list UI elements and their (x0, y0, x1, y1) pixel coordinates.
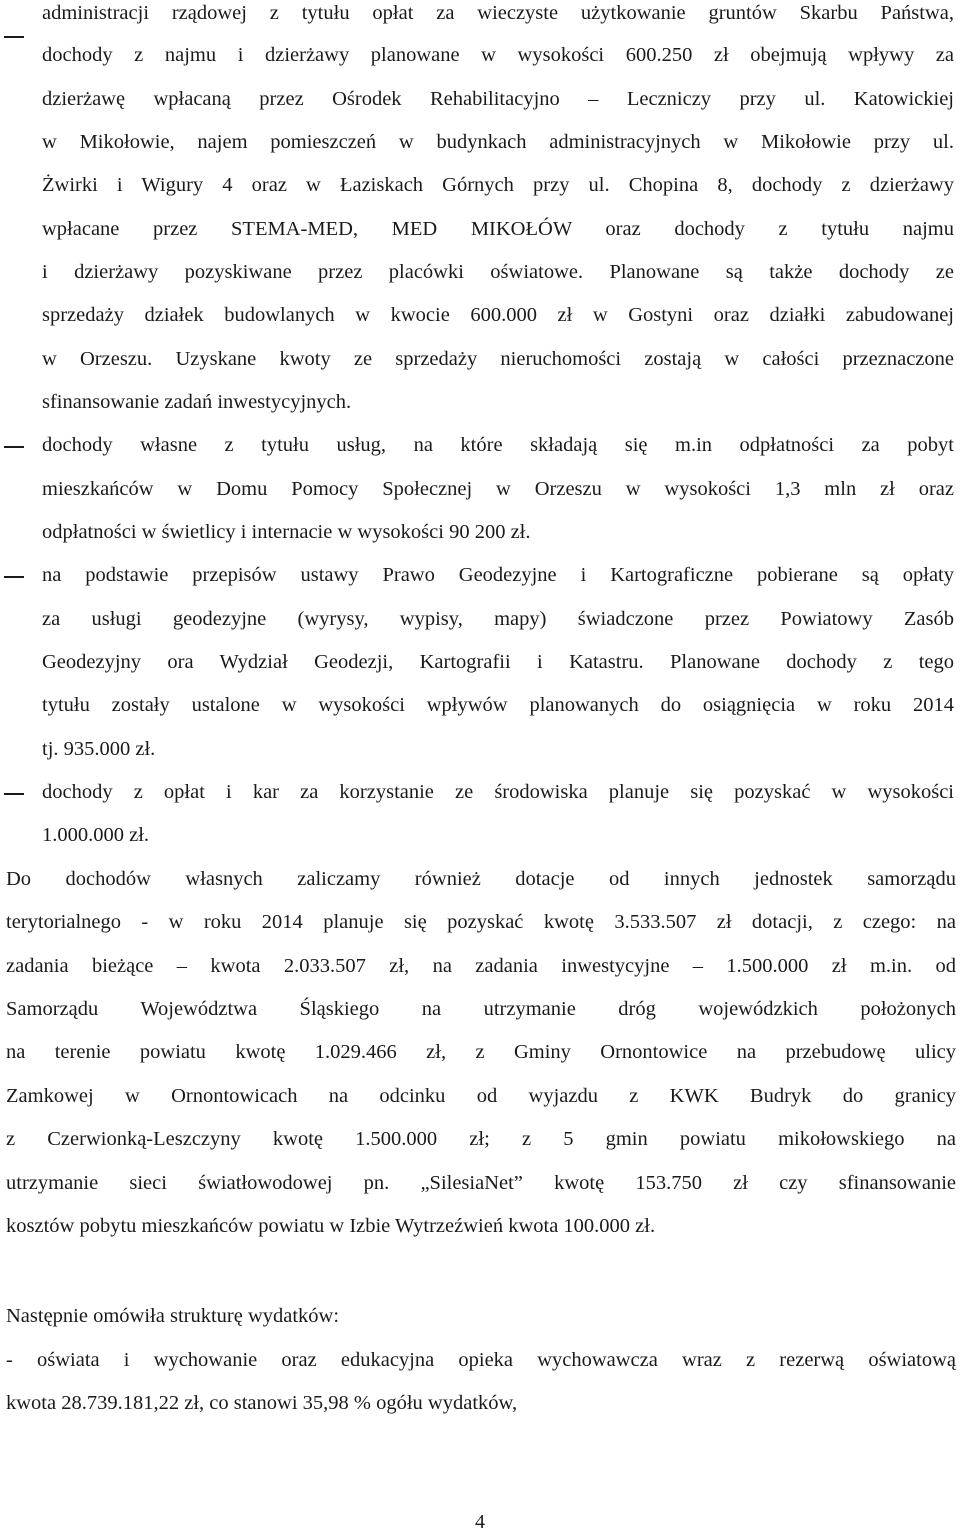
page-number: 4 (475, 1511, 485, 1533)
text-line: tj. 935.000 zł. (42, 738, 156, 760)
text-line: Samorządu Województwa Śląskiego na utrzymanie dróg wojewódzkich położonych (6, 998, 956, 1020)
text-line: - oświata i wychowanie oraz edukacyjna opieka wychowawcza wraz z rezerwą oświatową (6, 1349, 956, 1371)
text-line: terytorialnego - w roku 2014 planuje się pozyskać kwotę 3.533.507 zł dotacji, z czego: na (6, 911, 956, 933)
text-line: Żwirki i Wigury 4 oraz w Łaziskach Górnych przy ul. Chopina 8, dochody z dzierżawy (42, 174, 954, 196)
text-line: sprzedaży działek budowlanych w kwocie 600.000 zł w Gostyni oraz działki zabudowanej (42, 304, 954, 326)
text-line: tytułu zostały ustalone w wysokości wpływów planowanych do osiągnięcia w roku 2014 (42, 694, 954, 716)
text-line: wpłacane przez STEMA-MED, MED MIKOŁÓW oraz dochody z tytułu najmu (42, 218, 954, 240)
text-line: na podstawie przepisów ustawy Prawo Geodezyjne i Kartograficzne pobierane są opłaty (42, 564, 954, 586)
text-line: w Mikołowie, najem pomieszczeń w budynkach administracyjnych w Mikołowie przy ul. (42, 131, 954, 153)
text-line: w Orzeszu. Uzyskane kwoty ze sprzedaży nieruchomości zostają w całości przeznaczone (42, 348, 954, 370)
text-line: odpłatności w świetlicy i internacie w wysokości 90 200 zł. (42, 521, 531, 543)
text-line: 1.000.000 zł. (42, 824, 150, 846)
text-line: Następnie omówiła strukturę wydatków: (6, 1305, 340, 1327)
bullet-dash (4, 576, 24, 578)
text-line: Zamkowej w Ornontowicach na odcinku od wyjazdu z KWK Budryk do granicy (6, 1085, 956, 1107)
bullet-dash (4, 36, 24, 38)
text-line: i dzierżawy pozyskiwane przez placówki oświatowe. Planowane są także dochody ze (42, 261, 954, 283)
bullet-dash (4, 793, 24, 795)
text-line: dochody z opłat i kar za korzystanie ze środowiska planuje się pozyskać w wysokości (42, 781, 954, 803)
bullet-dash (4, 446, 24, 448)
text-line: zadania bieżące – kwota 2.033.507 zł, na zadania inwestycyjne – 1.500.000 zł m.in. od (6, 955, 956, 977)
text-line: mieszkańców w Domu Pomocy Społecznej w Orzeszu w wysokości 1,3 mln zł oraz (42, 478, 954, 500)
text-line: Geodezyjny ora Wydział Geodezji, Kartografii i Katastru. Planowane dochody z tego (42, 651, 954, 673)
text-line: dochody własne z tytułu usług, na które składają się m.in odpłatności za pobyt (42, 434, 954, 456)
text-line: kwota 28.739.181,22 zł, co stanowi 35,98 % ogółu wydatków, (6, 1392, 518, 1414)
text-line: administracji rządowej z tytułu opłat za wieczyste użytkowanie gruntów Skarbu Państwa, (42, 2, 954, 24)
text-line: z Czerwionką-Leszczyny kwotę 1.500.000 zł; z 5 gmin powiatu mikołowskiego na (6, 1128, 956, 1150)
text-line: dzierżawę wpłacaną przez Ośrodek Rehabilitacyjno – Leczniczy przy ul. Katowickiej (42, 88, 954, 110)
text-line: kosztów pobytu mieszkańców powiatu w Izbie Wytrzeźwień kwota 100.000 zł. (6, 1215, 656, 1237)
text-line: sfinansowanie zadań inwestycyjnych. (42, 391, 352, 413)
text-line: utrzymanie sieci światłowodowej pn. „SilesiaNet” kwotę 153.750 zł czy sfinansowanie (6, 1172, 956, 1194)
text-line: Do dochodów własnych zaliczamy również dotacje od innych jednostek samorządu (6, 868, 956, 890)
text-line: dochody z najmu i dzierżawy planowane w wysokości 600.250 zł obejmują wpływy za (42, 44, 954, 66)
text-line: na terenie powiatu kwotę 1.029.466 zł, z Gminy Ornontowice na przebudowę ulicy (6, 1041, 956, 1063)
text-line: za usługi geodezyjne (wyrysy, wypisy, mapy) świadczone przez Powiatowy Zasób (42, 608, 954, 630)
